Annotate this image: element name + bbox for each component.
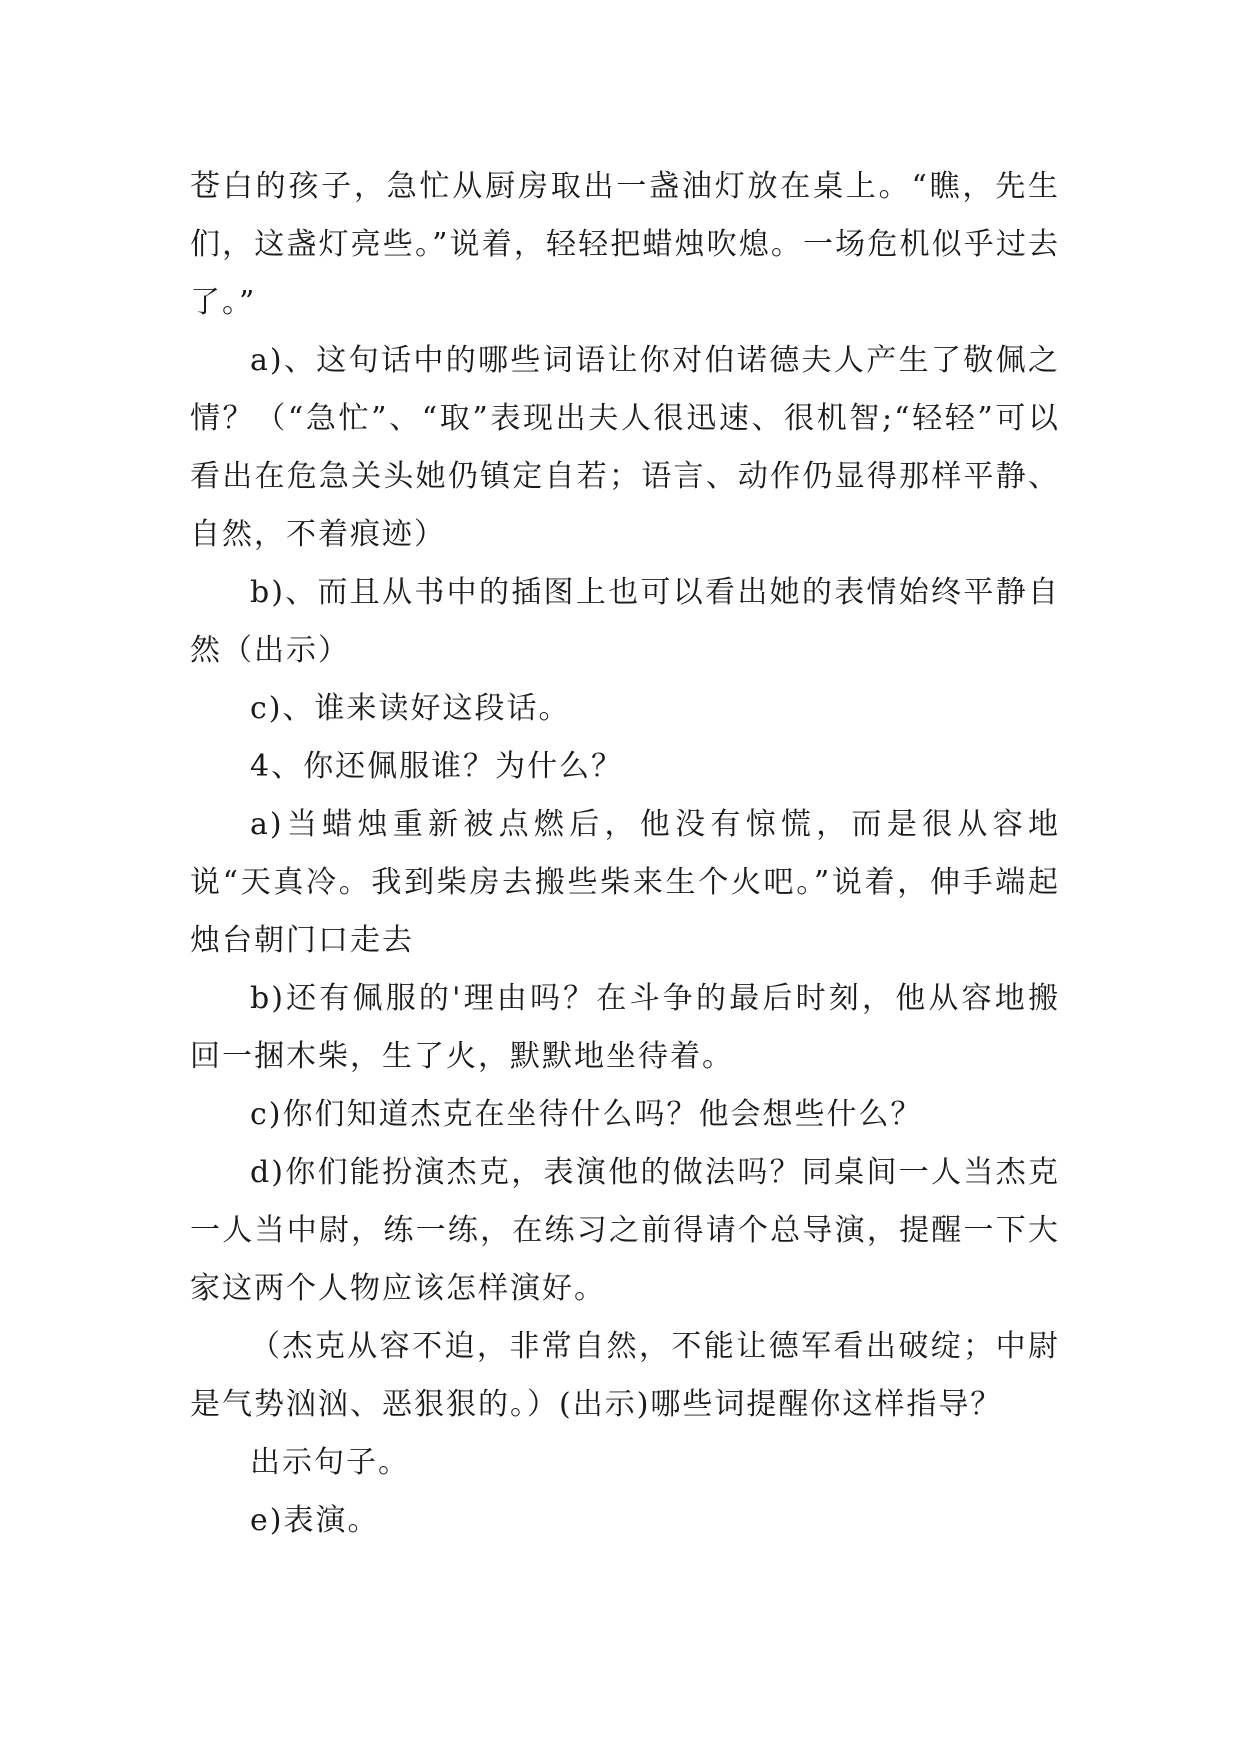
paragraph-question-b: b)、而且从书中的插图上也可以看出她的表情始终平静自然（出示）	[190, 575, 1060, 668]
paragraph-section-4: 4、你还佩服谁？为什么？	[250, 749, 624, 784]
paragraph-guidance-note: （杰克从容不迫，非常自然，不能让德军看出破绽；中尉是气势汹汹、恶狠狠的。）(出示)哪些词提醒你这样指导？	[190, 1329, 1060, 1422]
paragraph-item-c: c)你们知道杰克在坐待什么吗？他会想些什么？	[250, 1097, 923, 1132]
paragraph-item-b: b)还有佩服的'理由吗？在斗争的最后时刻，他从容地搬回一捆木柴，生了火，默默地坐待着。	[190, 981, 1060, 1074]
paragraph-continuation: 苍白的孩子，急忙从厨房取出一盏油灯放在桌上。“瞧，先生们，这盏灯亮些。”说着，轻轻把蜡烛吹熄。一场危机似乎过去了。”	[190, 169, 1060, 320]
paragraph-item-a: a)当蜡烛重新被点燃后，他没有惊慌，而是很从容地说“天真冷。我到柴房去搬些柴来生个火吧。”说着，伸手端起烛台朝门口走去	[190, 807, 1060, 958]
document-body	[190, 158, 1060, 1550]
paragraph-item-e: e)表演。	[250, 1503, 380, 1538]
paragraph-item-d: d)你们能扮演杰克，表演他的做法吗？同桌间一人当杰克一人当中尉，练一练，在练习之前得请个总导演，提醒一下大家这两个人物应该怎样演好。	[190, 1155, 1060, 1306]
paragraph-question-a: a)、这句话中的哪些词语让你对伯诺德夫人产生了敬佩之情？（“急忙”、“取”表现出夫人很迅速、很机智;“轻轻”可以看出在危急关头她仍镇定自若；语言、动作仍显得那样平静、自然，不着痕迹）	[190, 343, 1060, 552]
paragraph-show-sentence: 出示句子。	[250, 1445, 410, 1480]
paragraph-question-c: c)、谁来读好这段话。	[250, 691, 571, 726]
